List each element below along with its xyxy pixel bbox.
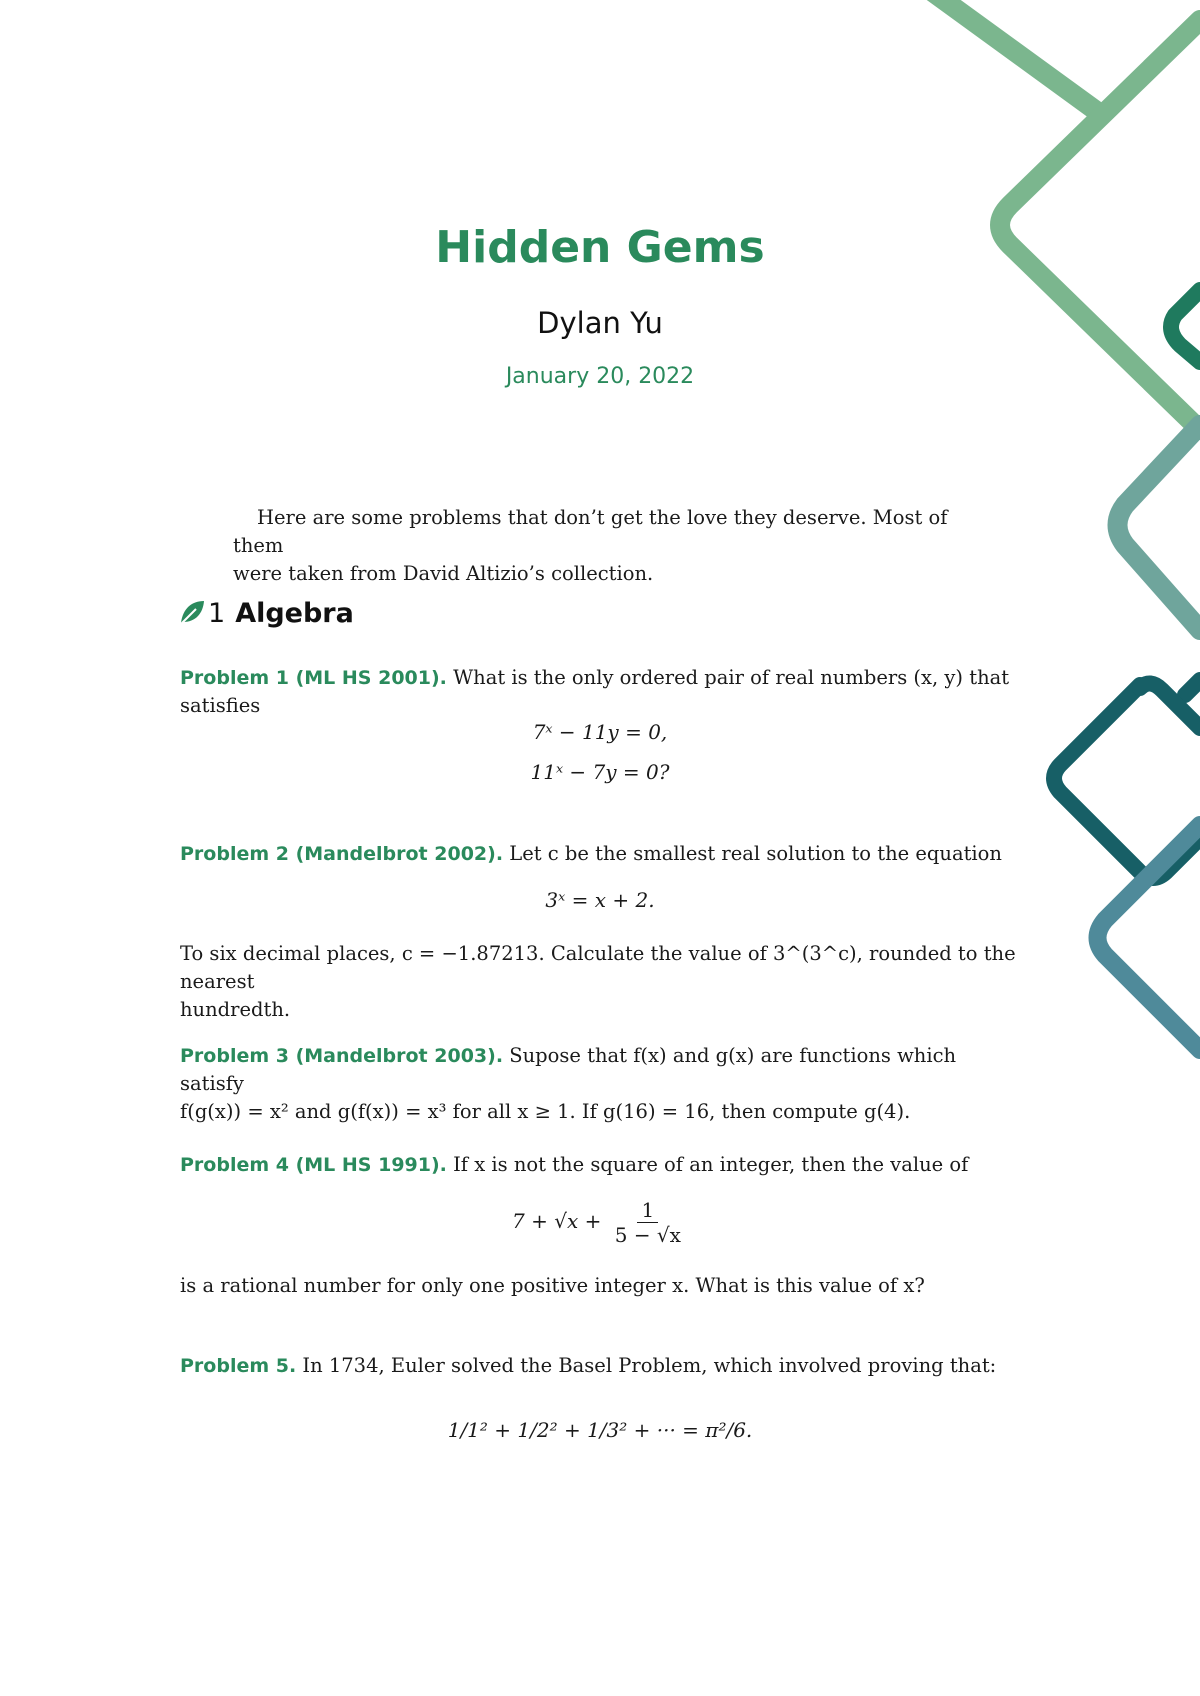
- problem-3-text-b: f(g(x)) = x² and g(f(x)) = x³ for all x ≥ 1. If g(16) = 16, then compute g(4).: [180, 1100, 911, 1123]
- problem-1-equation-1: 7ˣ − 11y = 0,: [532, 720, 668, 744]
- page-title: Hidden Gems: [435, 222, 765, 273]
- abstract-line-2: were taken from David Altizio’s collection.: [233, 562, 654, 585]
- problem-1-text: What is the only ordered pair of real numbers (x, y) that: [453, 666, 1010, 689]
- problem-3-label: Problem 3 (Mandelbrot 2003).: [180, 1045, 504, 1067]
- problem-2-text: Let c be the smallest real solution to the equation: [509, 842, 1002, 865]
- problem-3: [180, 1042, 1022, 1126]
- problem-4-continuation: [180, 1272, 1022, 1300]
- problem-4-text-c: is a rational number for only one positive integer x. What is this value of x?: [180, 1274, 925, 1297]
- problem-5-equation: 1/1² + 1/2² + 1/3² + ··· = π²/6.: [447, 1418, 753, 1442]
- deco-shape-1: [930, 0, 1095, 110]
- problem-3-text: Supose that f(x) and g(x) are functions which satisfy: [180, 1044, 957, 1095]
- problem-2-continuation: [180, 940, 1022, 1024]
- leaf-icon: [178, 598, 206, 633]
- problem-1: [180, 664, 1022, 720]
- problem-4-fraction-numerator: 1: [637, 1198, 658, 1223]
- deco-shape-4: [1118, 425, 1200, 630]
- problem-1-equation-2: 11ˣ − 7y = 0?: [530, 760, 670, 784]
- problem-2: [180, 840, 1022, 868]
- problem-4-text: If x is not the square of an integer, then the value of: [453, 1153, 969, 1176]
- problem-5-label: Problem 5.: [180, 1355, 297, 1377]
- problem-2-label: Problem 2 (Mandelbrot 2002).: [180, 843, 504, 865]
- author-name: Dylan Yu: [537, 306, 663, 340]
- problem-2-text-d: hundredth.: [180, 998, 291, 1021]
- problem-4-label: Problem 4 (ML HS 1991).: [180, 1154, 447, 1176]
- problem-4-eq-prefix: 7 + √x +: [512, 1209, 602, 1233]
- problem-4-fraction: [611, 1198, 685, 1247]
- problem-2-text-c: To six decimal places, c = −1.87213. Calculate the value of 3^(3^c), rounded to the nearest: [180, 942, 1016, 993]
- problem-5: [180, 1352, 1022, 1380]
- problem-1-text-b: satisfies: [180, 694, 261, 717]
- document-date: January 20, 2022: [505, 364, 695, 389]
- abstract: [233, 504, 973, 588]
- problem-4-equation: [0, 1198, 1200, 1247]
- abstract-line-1: Here are some problems that don’t get the love they deserve. Most of them: [233, 506, 948, 557]
- section-number: 1: [208, 598, 226, 629]
- problem-4: [180, 1151, 1022, 1179]
- section-title: Algebra: [235, 598, 354, 629]
- problem-5-text: In 1734, Euler solved the Basel Problem, which involved proving that:: [302, 1354, 997, 1377]
- section-heading: [178, 598, 354, 633]
- problem-2-equation: 3ˣ = x + 2.: [545, 888, 655, 912]
- problem-1-label: Problem 1 (ML HS 2001).: [180, 667, 447, 689]
- problem-4-fraction-denominator: 5 − √x: [614, 1223, 681, 1247]
